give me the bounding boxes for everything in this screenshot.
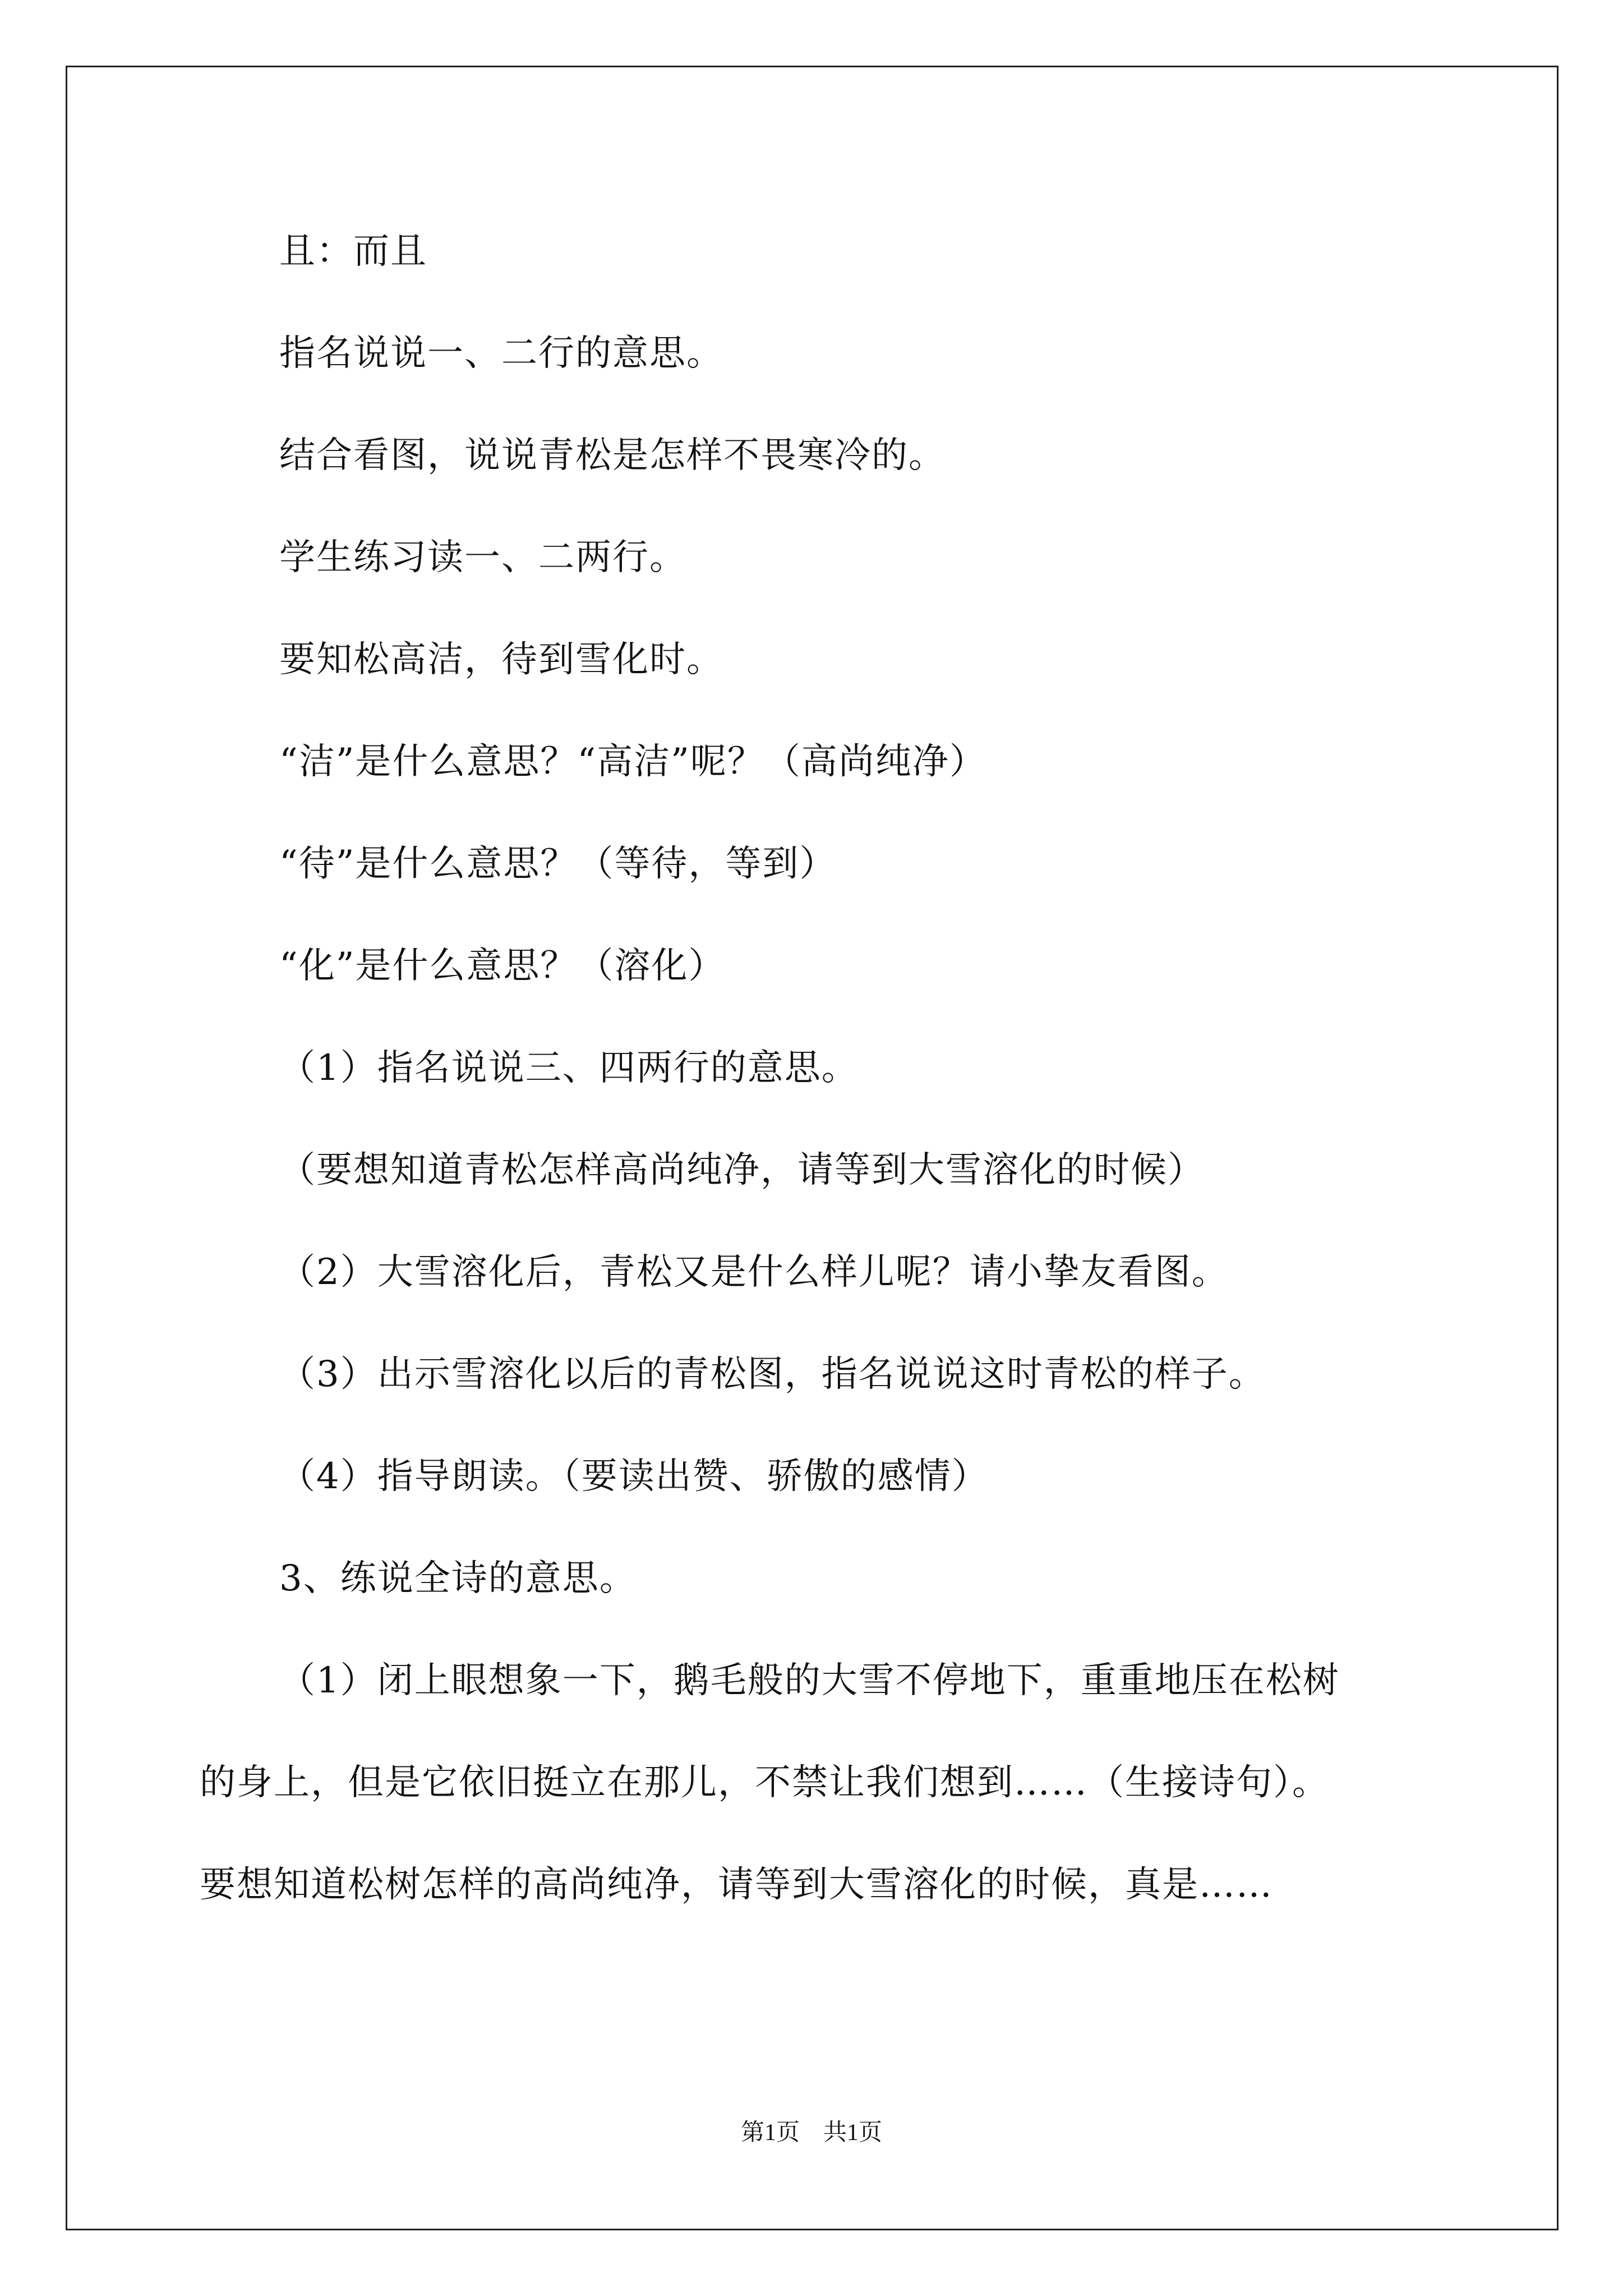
- text-line-6: “洁”是什么意思？“高洁”呢？（高尚纯净）: [279, 741, 986, 783]
- text-line-15: （1）闭上眼想象一下，鹅毛般的大雪不停地下，重重地压在松树: [279, 1660, 1340, 1701]
- text-line-3: 结合看图，说说青松是怎样不畏寒冷的。: [279, 435, 946, 476]
- text-line-8: “化”是什么意思？（溶化）: [279, 945, 726, 987]
- text-line-12: （3）出示雪溶化以后的青松图，指名说说这时青松的样子。: [279, 1354, 1266, 1395]
- text-line-2: 指名说说一、二行的意思。: [279, 333, 723, 374]
- text-line-4: 学生练习读一、二两行。: [279, 537, 686, 578]
- text-line-9: （1）指名说说三、四两行的意思。: [279, 1047, 859, 1089]
- text-line-5: 要知松高洁，待到雪化时。: [279, 639, 723, 680]
- text-line-7: “待”是什么意思？（等待，等到）: [279, 843, 837, 885]
- text-line-17: 要想知道松树怎样的高尚纯净，请等到大雪溶化的时候，真是……: [200, 1864, 1273, 1906]
- text-line-10: （要想知道青松怎样高尚纯净，请等到大雪溶化的时候）: [279, 1149, 1205, 1191]
- text-line-14: 3、练说全诗的意思。: [279, 1558, 637, 1599]
- text-line-1: 且：而且: [279, 231, 427, 272]
- text-line-11: （2）大雪溶化后，青松又是什么样儿呢？请小挚友看图。: [279, 1251, 1229, 1293]
- text-line-16: 的身上，但是它依旧挺立在那儿，不禁让我们想到……（生接诗句）。: [200, 1762, 1329, 1803]
- text-line-13: （4）指导朗读。（要读出赞、骄傲的感情）: [279, 1456, 989, 1497]
- page-number-footer: 第1页 共1页: [740, 2120, 882, 2146]
